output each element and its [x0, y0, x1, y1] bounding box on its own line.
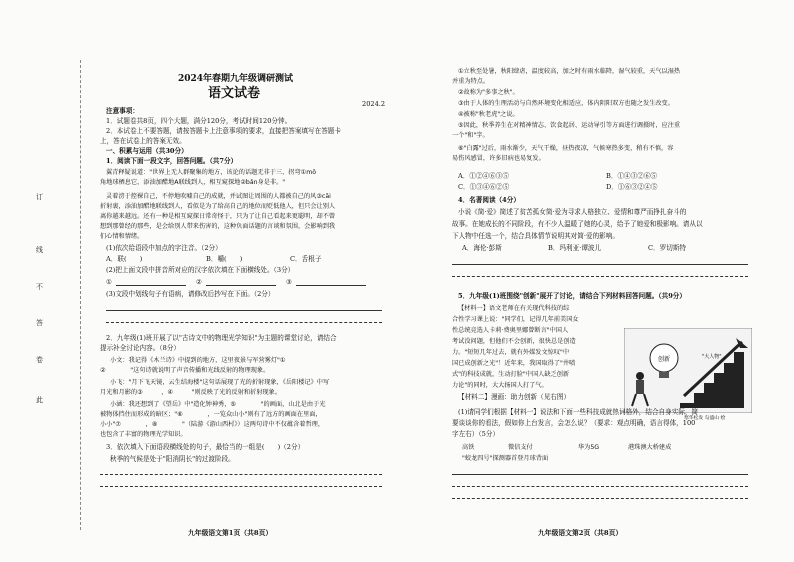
sub-question: 字左右）（5分） — [452, 430, 500, 438]
hotword: 港珠澳大桥建成 — [628, 444, 672, 451]
material-line: 【材料二】漫画：助力创新（见右图） — [458, 393, 571, 401]
sub-question: (1)依次给语段中加点的字注音。（2分） — [106, 244, 222, 252]
answer-line — [100, 474, 382, 475]
dialogue-line: 被物体挡住而形成的暗区；"⑥ ，一览众山小"则有了远方的画面在里面， — [100, 411, 322, 418]
sentence-option: ②故称为"多事之秋"。 — [458, 89, 519, 96]
hotword: 微信支付 — [508, 444, 533, 451]
sentence-option: 一个"和"字。 — [452, 132, 489, 139]
blank-label: ② — [196, 278, 202, 286]
passage-line: 想到那曾经的那些，是会给别人带来伤害的，这种负面话题的言谈和氛围，会影响到我 — [100, 223, 336, 230]
subject-title: 语文试卷 — [208, 86, 261, 101]
person-icon — [636, 372, 644, 380]
answer-blank — [206, 285, 276, 286]
answer-line — [452, 486, 748, 487]
note-item: 2．本试卷上不要答题，请按答题卡上注意事项的要求，直接把答案填写在答题卡 — [106, 127, 341, 135]
dialogue-line: 月光和月影的③ ，④ "则反映了光的反射和折射现象。 — [100, 389, 282, 396]
sub-question: (2)把上面文段中拼音所对应的汉字依次填在下面横线处。（3分） — [106, 266, 295, 274]
material-line: 性总统竞选人卡莉·费奥里娜曾断言"中国人 — [452, 327, 569, 334]
sentence-option: ④被称"秋老虎"之说。 — [458, 111, 519, 118]
sentence-option: ⑤因此，秋季养生在对精神情志、饮食起居、运动导引等方面进行调摄时，应注重 — [458, 122, 681, 129]
choice-option: C．①③④⑥②⑤ — [458, 183, 510, 191]
sub-question: (3)文段中划线句子有语病，请修改后抄写在下面。（2分） — [106, 290, 275, 298]
blank-label: ① — [106, 278, 112, 286]
notes-title: 注意事项： — [106, 107, 139, 115]
answer-line — [452, 276, 748, 277]
page-footer: 九年级语文第1页（共8页） — [188, 529, 273, 537]
binding-mark: 卷 — [36, 356, 43, 364]
dialogue-line: 小文：我记得《木兰诗》中提到的地方，这里夜景与军营雾灯"① — [110, 357, 286, 364]
question-text: 秋季的气候是处于"阳消阴长"的过渡阶段。 — [110, 455, 235, 463]
blank-label: ③ — [286, 278, 292, 286]
question-text: 故事。在她成长的不同阶段，有不少人温暖了她的心灵，给予了她爱和极影响。请从以 — [452, 220, 703, 228]
answer-line — [452, 498, 748, 499]
dialogue-line: 小小"⑦ ，⑧ "（陆游《游山西村》）这两句诗中不仅蕴含着哲理， — [100, 421, 325, 428]
binding-line — [80, 60, 81, 530]
pinyin-option: C．舌根子 — [290, 255, 322, 263]
sentence-option: 并重为特点。 — [452, 78, 490, 85]
material-line: 力。"短短几年过去，就有外媒发文惊叹"中 — [452, 349, 570, 356]
sentence-option: ⑥"白露"过后，雨水渐少，天气干燥，昼热夜凉，气候寒热多变，稍有不慎，容 — [458, 145, 674, 152]
section-title: 一、积累与运用（共30分） — [106, 147, 188, 155]
innovation-cartoon — [624, 328, 752, 413]
dialogue-line: 也包含了丰富的物理光学知识。 — [100, 431, 187, 438]
bulb-label: 创新 — [658, 356, 671, 363]
binding-mark: 此 — [36, 396, 43, 404]
question-text: 下人物中任选一个，结合具体情节说明其对简·爱的影响。 — [452, 232, 619, 240]
question-title: 1．阅读下面一段文字，回答问题。（共7分） — [106, 157, 238, 165]
binding-mark: 线 — [36, 246, 43, 254]
passage-line: 翼青释疑说道："世界上无人群聚集的地方，该论的话题无非于三、拐弯①mǒ — [106, 169, 317, 176]
pinyin-option: A．联( ) — [106, 255, 143, 263]
sentence-option: ③由于人体的生理活动与自然环境变化相适应，体内阴阳双方也随之发生改变。 — [458, 100, 674, 107]
answer-line — [452, 264, 748, 265]
passage-line: 灵着滂于控裸自己，不停地吹嘘自己的成就，并试图让周围的人都被自己的风③cāi — [106, 193, 331, 200]
hotword: "蛟龙四号"探测器首登月球背面 — [462, 455, 549, 462]
sentence-option: ①立秋至处暑，秋阳肆虐，温度较高，加之时有雨水临降，湿气较重，天气以湿热 — [458, 68, 681, 75]
sub-question: 要谈谈你的看法，假如你上台发言，会怎么说？（要求：观点明确，语言得体，100 — [452, 419, 696, 427]
sentence-option: 易伤风感冒，许多旧病也易复发。 — [452, 155, 545, 162]
character-option: A．海伦·彭斯 — [462, 244, 502, 252]
note-item: 1．试题卷共8页，四个大题，满分120分，考试时间120分钟。 — [106, 117, 292, 125]
answer-line — [100, 486, 382, 487]
dialogue-line: 小涵：我还想到了《望岳》中"造化钟神秀，⑤ "的画面，山北是由于光 — [110, 401, 326, 408]
cartoon-caption: 寒华松发 勾盛山 绘 — [684, 416, 726, 421]
passage-line: 折射裹，添油加醋地联线到人，看似是为了给高自己的地位而贬低他人，但只会让别人 — [100, 203, 336, 210]
answer-line — [106, 322, 382, 323]
choice-option: D．①⑥③②④⑤ — [606, 183, 658, 191]
question-title: 3．依次填入下面语段横线处的句子，最恰当的一组是( )（2分） — [106, 443, 305, 451]
material-line: 考试没问题，但他们不会创新，很快总是创造 — [452, 338, 576, 345]
page-footer: 九年级语文第2页（共8页） — [538, 529, 623, 537]
note-item: 上，答在试卷上的答案无效。 — [100, 137, 186, 145]
pinyin-option: B．嚼( ) — [206, 255, 243, 263]
hotword: 高铁 — [462, 444, 475, 451]
person-body — [636, 380, 644, 394]
choice-option: B．①④③②⑥⑤ — [606, 172, 658, 180]
material-line: 【材料一】语文老师在有关现代科技的综 — [458, 305, 570, 312]
answer-blank — [116, 285, 186, 286]
answer-blank — [296, 285, 366, 286]
binding-mark: 订 — [36, 193, 43, 201]
bulb-base — [659, 372, 669, 378]
passage-line: 离你越来越远。还有一种是相互窥探日常奇怪于，只为了让自己看起来更聪明，却不曾 — [100, 213, 336, 220]
material-line: 式"的科技成就，生动打脸"中国人缺乏创新 — [452, 371, 570, 378]
exam-date: 2024.2 — [362, 100, 386, 108]
question-title: 5．九年级(1)班围绕"创新"展开了讨论，请结合下列材料回答问题。（共9分） — [458, 292, 686, 300]
character-option: C．罗切斯特 — [648, 244, 687, 252]
binding-mark: 答 — [36, 319, 43, 327]
hotword: 华为5G — [578, 444, 600, 451]
answer-line — [106, 310, 382, 311]
stairs-label: "大人物" — [702, 354, 722, 360]
exam-title: 2024年春期九年级调研测试 — [178, 74, 294, 84]
dialogue-line: ② "这句诗就说明了声音传播和光线反射的物理现象。 — [100, 367, 270, 374]
passage-line: 角地球栖息它，添油加醋地A联线到人，相互窥探地②bǎn身是非。" — [100, 179, 286, 186]
question-title: 提示补全讨论内容。（8分） — [100, 344, 181, 352]
passage-line: 们心情和情绪。 — [100, 233, 144, 240]
binding-mark: 不 — [36, 283, 43, 291]
page-one — [100, 0, 390, 562]
question-title: 2．九年级(1)班开展了以"古诗文中的物理光学知识"为主题的课堂讨论，请结合 — [106, 334, 337, 342]
material-line: 国已成创新之光"！近年来，我国取得了"井喷 — [452, 360, 576, 367]
choice-option: A．①②④⑥③⑤ — [458, 172, 509, 180]
character-option: B．玛利亚·谭波儿 — [548, 244, 602, 252]
material-line: 力论"的同时，大大扬国人打了气。 — [452, 382, 548, 389]
dialogue-line: 小飞："月下飞天镜，云生结海楼"这句话展现了光的折射现象，《岳阳楼记》中写 — [110, 379, 330, 386]
page-two — [452, 0, 752, 562]
question-text: 小说《简·爱》简述了贫苦孤女简·爱为寻求人格独立、爱情和尊严而挣扎奋斗的 — [458, 208, 687, 216]
material-line: 合性学习课上说："同学们，记得几年前美国女 — [452, 316, 579, 323]
question-title: 4．名著阅读（4分） — [458, 196, 520, 204]
answer-line — [452, 474, 748, 475]
sub-question: (1)请同学们根据【材料一】说法和下面一些科技成就热词格外，结合自身实际，简 — [458, 408, 699, 416]
